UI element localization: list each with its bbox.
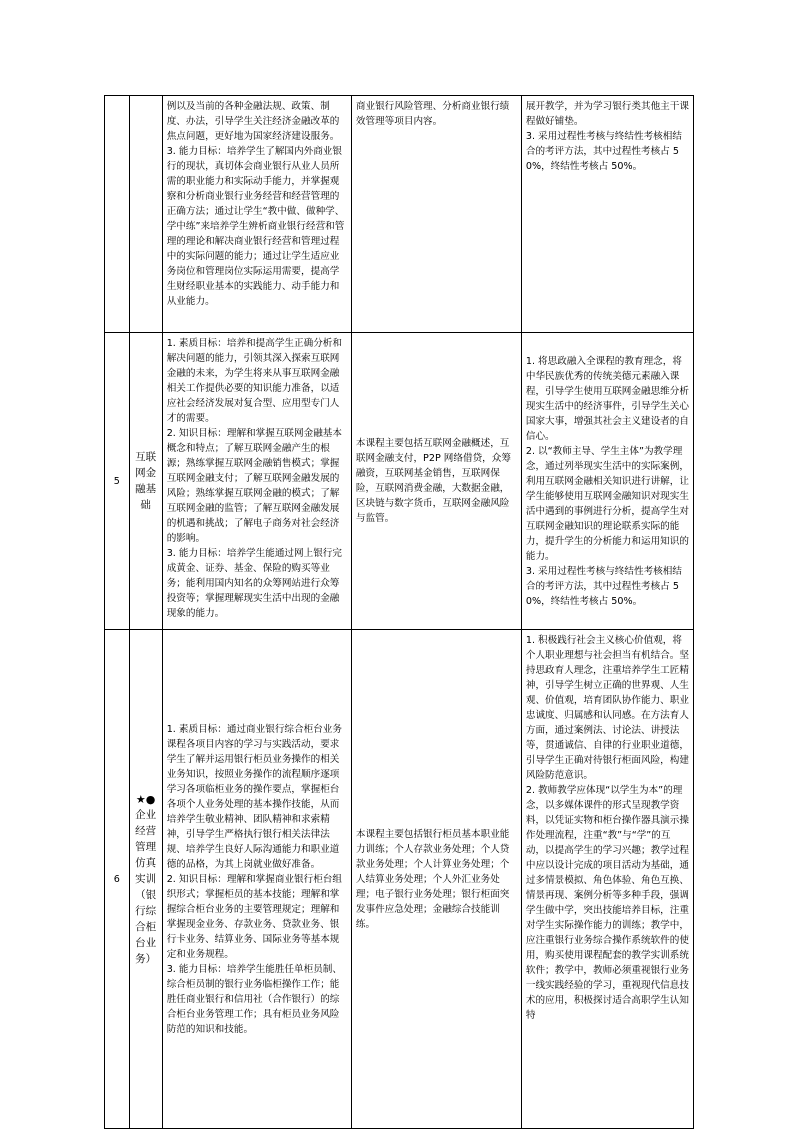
course-number: 6 [113,873,120,885]
course-content-cell [351,630,521,1129]
course-number-cell [105,630,130,1129]
course-content-cell [351,333,521,630]
curriculum-table [104,95,694,1129]
course-goals: 例以及当前的各种金融法规、政策、制度、办法，引导学生关注经济金融改革的焦点问题，更好地为国家经济建设服务。 3. 能力目标：培养学生了解国内外商业银行的现状，真切体会商业银行从业人员所需的职业能力和实际动手能力，并掌握观察和分析商业银行业务经营和经营管理的正确方法；通过让学生“教中做、做种学、学中练”来培养学生辨析商业银行经营和管理的理论和解决商业银行经营和管理过程中的实际问题的能力；通过让学生适应业务岗位和管理岗位实际运用需要，提高学生财经职业基本的实践能力、动手能力和从业能力。 [166,101,345,307]
course-name: 互联网金融基础 [135,451,157,511]
teaching-methods: 1. 将思政融入全课程的教育理念，将中华民族优秀的传统美德元素融入课程，引导学生使用互联网金融思维分析现实生活中的经济事件，引导学生关心国家大事，增强其社会主义建设者的自信心。 2. 以“教师主导、学生主体”为教学理念，通过列举现实生活中的实际案例，利用互联网金融相关知识进行讲解，让学生能够使用互联网金融知识对现实生活中遇到的事例进行分析，提高学生对互联网金融知识的理论联系实际的能力，提升学生的分析能力和运用知识的能力。 3. 采用过程性考核与终结性考核相结合的考评方法，其中过程性考核占 50%，终结性考核占 50%。 [525,355,689,607]
course-goals-cell [162,96,351,333]
course-goals: 1. 素质目标：通过商业银行综合柜台业务课程各项目内容的学习与实践活动，要求学生了解并运用银行柜员业务操作的相关业务知识，按照业务操作的流程顺序逐项学习各项临柜业务的操作要点，掌握柜台各项个人业务处理的基本操作技能，从而培养学生敬业精神、团队精神和求索精神，引导学生严格执行银行相关法律法规、培养学生良好人际沟通能力和职业道德的品格，为其上岗就业做好准备。 2. 知识目标：理解和掌握商业银行柜台组织形式；掌握柜员的基本技能；理解和掌握综合柜台业务的主要管理规定；理解和掌握现金业务、存款业务、贷款业务、银行卡业务、结算业务、国际业务等基本规定和业务规程。 3. 能力目标：培养学生能胜任单柜员制、综合柜员制的银行业务临柜操作工作；能胜任商业银行和信用社（合作银行）的综合柜台业务管理工作；具有柜员业务风险防范的知识和技能。 [166,723,342,1035]
course-content: 本课程主要包括互联网金融概述，互联网金融支付，P2P 网络借贷，众筹融资，互联网基金销售，互联网保险，互联网消费金融，大数据金融，区块链与数字货币，互联网金融风险与监管。 [355,438,511,524]
teaching-methods: 1. 积极践行社会主义核心价值观，将个人职业理想与社会担当有机结合。坚持思政育人理念，注重培养学生工匠精神，引导学生树立正确的世界观、人生观、价值观，培育团队协作能力、职业忠诚度、归属感和认同感。在方法育人方面，通过案例法、讨论法、讲授法等，贯通诚信、自律的行业职业道德，引导学生正确对待银行柜面风险，构建风险防范意识。 2. 教师教学应体现“以学生为本”的理念，以多媒体课件的形式呈现教学资料，以凭证实物和柜台操作器具演示操作处理流程，注重“教”与“学”的互动，以提高学生的学习兴趣；教学过程中应以设计完成的项目活动为基础，通过多情景模拟、角色体验、角色互换、情景再现、案例分析等多种手段，强调学生做中学，突出技能培养目标，注重对学生实际操作能力的训练；教学中，应注重银行业务综合操作系统软件的使用，购买使用课程配套的教学实训系统软件；教学中，教师必须重视银行业务一线实践经验的学习，重视现代信息技术的应用，积极探讨适合高职学生认知特 [525,635,689,1021]
teaching-methods-cell [521,333,693,630]
course-content: 本课程主要包括银行柜员基本职业能力训练；个人存款业务处理；个人贷款业务处理；个人计算业务处理；个人结算业务处理；个人外汇业务处理；电子银行业务处理；银行柜面突发事件应急处理；金融综合技能训练。 [355,828,510,930]
course-content-cell [351,96,521,333]
table-row [105,96,694,333]
course-name-cell [129,96,162,333]
course-goals-cell [162,630,351,1129]
course-name-cell [129,333,162,630]
course-goals: 1. 素质目标：培养和提高学生正确分析和解决问题的能力，引领其深入探索互联网金融的未来，为学生将来从事互联网金融相关工作提供必要的知识能力准备，以适应社会经济发展对复合型、应用型专门人才的需要。 2. 知识目标：理解和掌握互联网金融基本概念和特点；了解互联网金融产生的根源；熟练掌握互联网金融销售模式；掌握互联网金融支付；了解互联网金融发展的风险；熟练掌握互联网金融的模式；了解互联网金融的监管；了解互联网金融发展的机遇和挑战；了解电子商务对社会经济的影响。 3. 能力目标：培养学生能通过网上银行完成黄金、证券、基金、保险的购买等业务；能利用国内知名的众筹网站进行众筹投资等；掌握理解现实生活中出现的金融现象的能力。 [166,338,342,619]
teaching-methods-cell [521,96,693,333]
teaching-methods: 展开教学，并为学习银行类其他主干课程做好铺垫。 3. 采用过程性考核与终结性考核相结合的考评方法，其中过程性考核占 50%，终结性考核占 50%。 [525,101,689,172]
course-name: 企业经营管理仿真实训（银行综合柜台业务） [135,808,157,965]
course-number-cell [105,96,130,333]
course-content: 商业银行风险管理、分析商业银行绩效管理等项目内容。 [355,101,510,127]
table-row [105,333,694,630]
course-name-cell [129,630,162,1129]
table-row [105,630,694,1129]
course-number: 5 [113,475,120,487]
teaching-methods-cell [521,630,693,1129]
core-course-marker: ★● [135,792,156,806]
course-goals-cell [162,333,351,630]
course-number-cell [105,333,130,630]
